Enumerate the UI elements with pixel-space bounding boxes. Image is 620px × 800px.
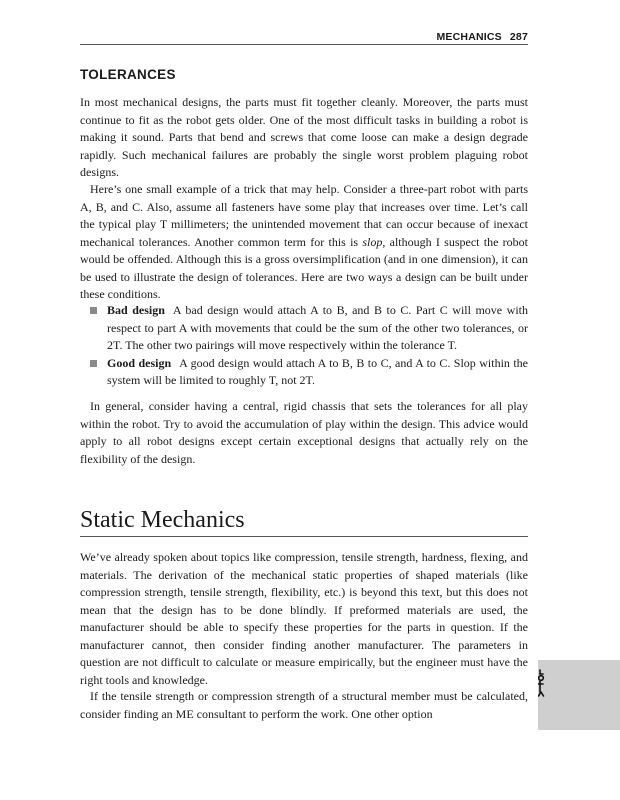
- list-item-good-design: [90, 355, 528, 390]
- list-item-bad-design: [90, 302, 528, 355]
- tolerances-paragraph-3: In general, consider having a central, rigid chassis that sets the tolerances for all play within the robot. Try to avoid the accumulation of play within the design. This advice would apply to all robot designs except certain exceptional designs that actually rely on the flexibility of the design.: [80, 399, 528, 466]
- running-header: [80, 31, 528, 45]
- tolerances-paragraph-2: [80, 181, 528, 304]
- static-mechanics-paragraph-1: We’ve already spoken about topics like compression, tensile strength, hardness, flexing, and materials. The derivation of the mechanical static properties of shaped materials (like compression strength, tensile strength, flexibility, etc.) is beyond this text, but this does not mean that the design has to be done blindly. If preformed materials are used, the manufacturer should be able to specify these properties for the parts in question. If the manufacturer cannot, then consider finding another manufacturer. The parameters in question are not difficult to calculate or measure empirically, but the engineer must have the right tools and knowledge.: [80, 550, 528, 687]
- square-bullet-icon: [90, 360, 97, 367]
- list-item-term: Good design: [107, 355, 172, 370]
- paragraph-2-text-b: , although I suspect the robot would be offended. Although this is a gross oversimplification (and in one dimension), it can be used to illustrate the design of tolerances. Here are two ways a design can be built under these conditions.: [80, 234, 528, 301]
- section-heading-static-mechanics: Static Mechanics: [80, 505, 528, 537]
- paragraph-2-text-a: Here’s one small example of a trick that may help. Consider a three-part robot with parts A, B, and C. Also, assume all fasteners have some play that increases over time. Let’s call the typical play T millimeters; the unintended movement that can occur because of inexact mechanical tolerances. Another common term for this is: [80, 182, 528, 249]
- list-item-text: A bad design would attach A to B, and B to C. Part C will move with respect to part A with movements that could be the sum of the other two tolerances, or 2T. The other two pairings will move respectively within the tolerance T.: [107, 303, 528, 352]
- tolerances-paragraph-1: In most mechanical designs, the parts must fit together cleanly. Moreover, the parts must continue to fit as the robot gets older. One of the most difficult tasks in building a robot is making it sound. Parts that bend and screws that come loose can make a design degrade rapidly. Such mechanical failures are probably the single worst problem plaguing robot designs.: [80, 95, 528, 179]
- list-item-text: A good design would attach A to B, B to C, and A to C. Slop within the system will be limited to roughly T, not 2T.: [107, 355, 529, 387]
- section-title-tolerances: TOLERANCES: [80, 67, 176, 82]
- design-list: [90, 302, 528, 390]
- header-title: MECHANICS: [436, 31, 502, 43]
- slop-term: slop: [362, 234, 383, 249]
- static-mechanics-paragraph-2: If the tensile strength or compression strength of a structural member must be calculated, consider finding an ME consultant to perform the work. One other option: [80, 689, 528, 721]
- list-item-term: Bad design: [107, 303, 165, 317]
- wrench-robot-icon: [538, 660, 620, 730]
- square-bullet-icon: [90, 307, 97, 314]
- chapter-thumb-tab: [538, 660, 620, 730]
- page-number: 287: [509, 31, 528, 43]
